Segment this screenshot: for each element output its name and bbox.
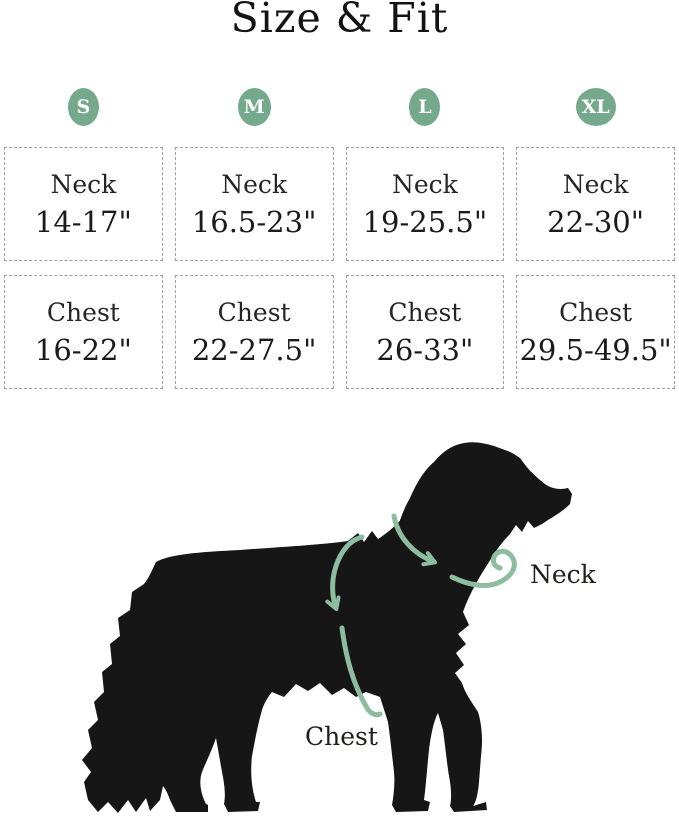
size-cell-l-chest — [346, 275, 505, 389]
measure-label: Chest — [559, 297, 633, 327]
measure-value: 16-22" — [34, 332, 132, 367]
measure-label: Chest — [46, 297, 120, 327]
measure-value: 29.5-49.5" — [519, 332, 672, 367]
size-cell-xl-chest — [516, 275, 675, 389]
size-cell-xl-neck — [516, 147, 675, 261]
measure-value: 14-17" — [34, 204, 132, 239]
size-badge-s: S — [68, 88, 99, 126]
measure-label: Neck — [221, 169, 288, 199]
measure-value: 22-30" — [547, 204, 645, 239]
size-cell-l-neck — [346, 147, 505, 261]
measure-value: 16.5-23" — [191, 204, 317, 239]
measure-value: 22-27.5" — [191, 332, 317, 367]
size-badge-xl: XL — [576, 88, 616, 126]
measurement-diagram — [0, 420, 679, 824]
diagram-neck-label: Neck — [530, 560, 596, 589]
size-cell-s-neck — [4, 147, 163, 261]
measure-label: Neck — [562, 169, 629, 199]
measure-label: Chest — [217, 297, 291, 327]
size-table — [4, 147, 675, 389]
dog-silhouette — [82, 442, 572, 813]
measure-value: 26-33" — [376, 332, 474, 367]
size-cell-m-neck — [175, 147, 334, 261]
diagram-chest-label: Chest — [305, 722, 378, 751]
measure-value: 19-25.5" — [362, 204, 488, 239]
page-title: Size & Fit — [230, 0, 449, 42]
size-badge-l: L — [409, 88, 440, 126]
size-badge-m: M — [238, 88, 271, 126]
measure-label: Neck — [391, 169, 458, 199]
size-cell-m-chest — [175, 275, 334, 389]
measure-label: Neck — [50, 169, 117, 199]
size-cell-s-chest — [4, 275, 163, 389]
size-badge-row — [4, 87, 675, 127]
measure-label: Chest — [388, 297, 462, 327]
